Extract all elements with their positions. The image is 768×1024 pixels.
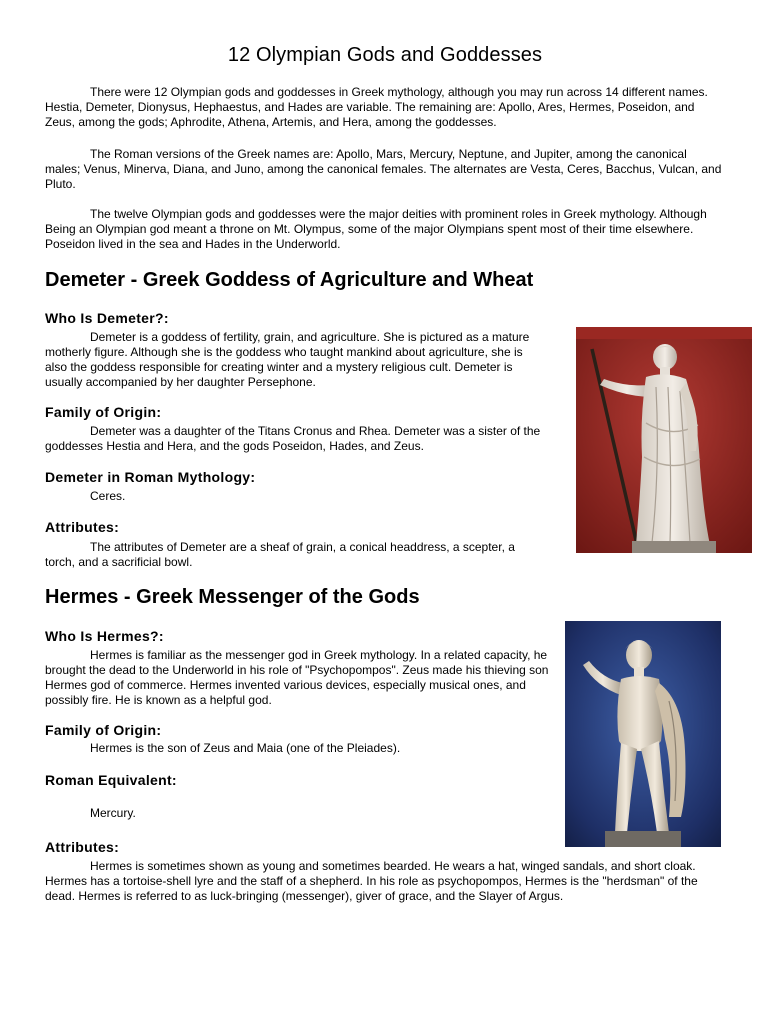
demeter-roman-text: Ceres. xyxy=(90,489,126,503)
hermes-statue-image xyxy=(565,621,721,847)
intro-paragraph-2: The Roman versions of the Greek names are: Apollo, Mars, Mercury, Neptune, and Jupiter, among the canonical males; Venus, Minerva, Diana, and Juno, among the canonical females. The alternates are Vesta, Ceres, Bacchus, Vulcan, and Pluto. xyxy=(45,147,722,191)
hermes-attributes-text: Hermes is sometimes shown as young and sometimes bearded. He wears a hat, winged sandals, and short cloak. Hermes has a tortoise-shell lyre and the staff of a shepherd. In his role as psychopompos, Hermes is the "herdsman" of the dead. Hermes is referred to as luck-bringing (messenger), giver of grace, and the Slayer of Argus. xyxy=(45,859,698,903)
demeter-who-text: Demeter is a goddess of fertility, grain, and agriculture. She is pictured as a mature motherly figure. Although she is the goddess who taught mankind about agriculture, she is also the goddess responsible for creating winter and a mystery religious cult. Demeter is usually accompanied by her daughter Persephone. xyxy=(45,330,530,389)
demeter-who-heading: Who Is Demeter?: xyxy=(45,310,169,326)
demeter-family-heading: Family of Origin: xyxy=(45,404,162,420)
hermes-heading: Hermes - Greek Messenger of the Gods xyxy=(45,586,420,608)
intro-paragraph-1: There were 12 Olympian gods and goddesses in Greek mythology, although you may run across 14 different names. Hestia, Demeter, Dionysus, Hephaestus, and Hades are variable. The remaining are: Apollo, Ares, Hermes, Poseidon, and Zeus, among the gods; Aphrodite, Athena, Artemis, and Hera, among the goddesses. xyxy=(45,85,708,129)
demeter-roman-heading: Demeter in Roman Mythology: xyxy=(45,469,256,485)
hermes-family-heading: Family of Origin: xyxy=(45,722,162,738)
hermes-who-heading: Who Is Hermes?: xyxy=(45,628,164,644)
demeter-family-text: Demeter was a daughter of the Titans Cronus and Rhea. Demeter was a sister of the goddesses Hestia and Hera, and the gods Poseidon, Hades, and Zeus. xyxy=(45,424,541,453)
demeter-statue-image xyxy=(576,327,752,553)
demeter-attributes-heading: Attributes: xyxy=(45,519,120,535)
hermes-family-text: Hermes is the son of Zeus and Maia (one of the Pleiades). xyxy=(90,741,401,755)
hermes-who-text: Hermes is familiar as the messenger god in Greek mythology. In a related capacity, he brought the dead to the Underworld in his role of "Psychopompos". Zeus made his thieving son Hermes god of commerce. Hermes invented various devices, especially musical ones, and possibly fire. He is known as a helpful god. xyxy=(45,648,549,707)
page-title: 12 Olympian Gods and Goddesses xyxy=(227,44,543,66)
demeter-heading: Demeter - Greek Goddess of Agriculture and Wheat xyxy=(45,269,534,291)
hermes-roman-heading: Roman Equivalent: xyxy=(45,772,177,788)
demeter-attributes-text: The attributes of Demeter are a sheaf of grain, a conical headdress, a scepter, a torch, and a sacrificial bowl. xyxy=(45,540,515,569)
hermes-attributes-heading: Attributes: xyxy=(45,839,120,855)
hermes-roman-text: Mercury. xyxy=(90,806,136,820)
intro-paragraph-3: The twelve Olympian gods and goddesses were the major deities with prominent roles in Greek mythology. Although Being an Olympian god meant a throne on Mt. Olympus, some of the major Olympians spent most of their time elsewhere. Poseidon lived in the sea and Hades in the Underworld. xyxy=(45,207,707,251)
